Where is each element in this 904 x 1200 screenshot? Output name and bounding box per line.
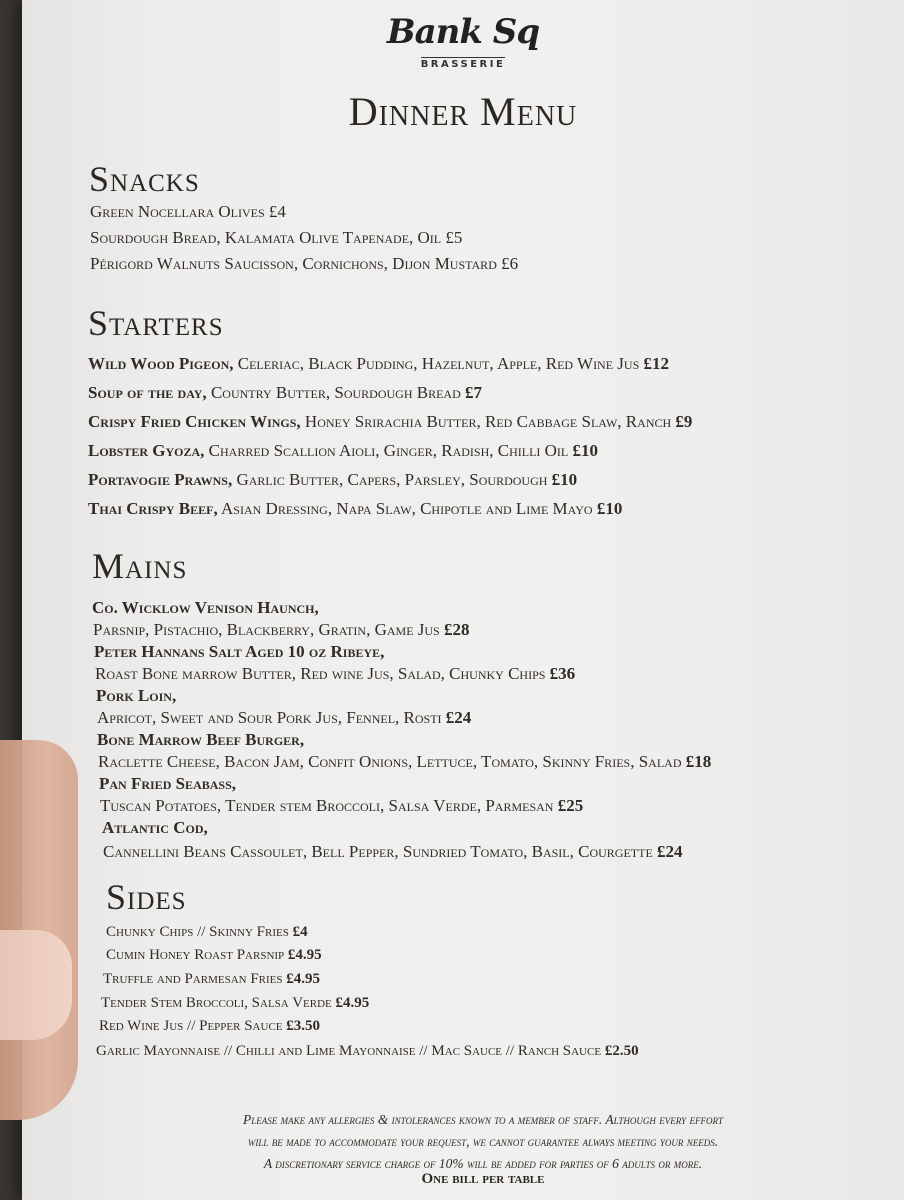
- side-desc: Truffle and Parmesan Fries: [103, 971, 287, 987]
- snack-item: Périgord Walnuts Saucisson, Cornichons, Dijon Mustard £6: [90, 254, 519, 273]
- main-name: [97, 730, 304, 750]
- section-heading-starters: Starters: [88, 303, 224, 343]
- main-desc: Tuscan Potatoes, Tender stem Broccoli, Salsa Verde, Parmesan: [100, 796, 558, 815]
- main-name: [94, 642, 384, 662]
- starter-desc: Honey Srirachia Butter, Red Cabbage Slaw, Ranch: [300, 412, 676, 431]
- side-item: [106, 947, 322, 964]
- thumb-nail: [0, 930, 72, 1040]
- main-desc: Apricot, Sweet and Sour Pork Jus, Fennel, Rosti: [97, 708, 446, 727]
- side-price: £3.50: [286, 1018, 321, 1034]
- allergy-note: Please make any allergies & intolerances known to a member of staff. Although every effort: [242, 1112, 724, 1127]
- side-item: [103, 971, 320, 988]
- main-price: £24: [657, 842, 683, 861]
- starter-name: Soup of the day,: [88, 383, 207, 402]
- starter-desc: Celeriac, Black Pudding, Hazelnut, Apple, Red Wine Jus: [233, 354, 644, 373]
- main-price: £36: [549, 664, 576, 683]
- main-desc-line: [93, 620, 469, 640]
- side-item: [96, 1043, 639, 1060]
- side-desc: Cumin Honey Roast Parsnip: [106, 947, 288, 963]
- main-desc-line: [100, 796, 583, 816]
- snack-item: Sourdough Bread, Kalamata Olive Tapenade, Oil £5: [90, 228, 463, 247]
- side-desc: Red Wine Jus // Pepper Sauce: [99, 1018, 287, 1034]
- starter-item: [88, 354, 669, 374]
- starter-price: £12: [643, 354, 670, 373]
- menu-sheet: [22, 0, 904, 1200]
- side-item: [101, 995, 369, 1012]
- side-price: £4.95: [335, 995, 370, 1011]
- starter-price: £7: [465, 383, 482, 402]
- starter-price: £10: [596, 499, 623, 518]
- side-desc: Garlic Mayonnaise // Chilli and Lime Mayonnaise // Mac Sauce // Ranch Sauce: [96, 1043, 605, 1059]
- main-title: Bone Marrow Beef Burger,: [97, 730, 305, 749]
- main-name: [96, 686, 176, 706]
- starter-price: £10: [551, 470, 578, 489]
- side-desc: Tender Stem Broccoli, Salsa Verde: [101, 995, 336, 1011]
- main-desc: Cannellini Beans Cassoulet, Bell Pepper, Sundried Tomato, Basil, Courgette: [103, 842, 658, 861]
- main-desc: Parsnip, Pistachio, Blackberry, Gratin, Game Jus: [93, 620, 444, 639]
- starter-price: £9: [675, 412, 693, 431]
- starter-item: [88, 441, 598, 461]
- brand-logo: [22, 12, 904, 71]
- main-desc-line: [103, 842, 683, 862]
- main-title: Pork Loin,: [96, 686, 177, 705]
- main-name: [92, 598, 319, 618]
- side-desc: Chunky Chips // Skinny Fries: [106, 924, 293, 940]
- starter-price: £10: [572, 441, 598, 460]
- starter-desc: Charred Scallion Aioli, Ginger, Radish, Chilli Oil: [204, 441, 573, 460]
- main-desc-line: [98, 752, 711, 772]
- starter-item: [88, 412, 692, 432]
- starter-desc: Asian Dressing, Napa Slaw, Chipotle and Lime Mayo: [217, 499, 597, 518]
- starter-desc: Garlic Butter, Capers, Parsley, Sourdough: [232, 470, 552, 489]
- main-price: £24: [445, 708, 472, 727]
- starter-item: [88, 499, 622, 519]
- starter-name: Thai Crispy Beef,: [88, 499, 218, 518]
- starter-desc: Country Butter, Sourdough Bread: [206, 383, 465, 402]
- main-name: [102, 818, 208, 838]
- side-item: [106, 924, 308, 941]
- side-price: £4: [292, 924, 308, 940]
- main-desc-line: [97, 708, 471, 728]
- section-heading-snacks: Snacks: [89, 159, 200, 199]
- section-heading-mains: Mains: [92, 546, 188, 586]
- main-desc: Roast Bone marrow Butter, Red wine Jus, Salad, Chunky Chips: [95, 664, 550, 683]
- brand-subtitle: BRASSERIE: [420, 59, 506, 70]
- starter-item: [88, 470, 577, 490]
- side-price: £4.95: [286, 971, 321, 987]
- main-title: Co. Wicklow Venison Haunch,: [92, 598, 319, 617]
- main-price: £25: [557, 796, 584, 815]
- one-bill-note: One bill per table: [421, 1171, 545, 1187]
- page-title: Dinner Menu: [348, 89, 578, 134]
- starter-name: Lobster Gyoza,: [88, 441, 205, 460]
- side-item: [99, 1018, 320, 1035]
- allergy-note: will be made to accommodate your request, we cannot guarantee always meeting your needs.: [247, 1134, 719, 1149]
- starter-name: Crispy Fried Chicken Wings,: [88, 412, 301, 431]
- main-title: Peter Hannans Salt Aged 10 oz Ribeye,: [94, 642, 385, 661]
- side-price: £2.50: [604, 1043, 639, 1059]
- section-heading-sides: Sides: [106, 877, 187, 917]
- starter-name: Portavogie Prawns,: [88, 470, 233, 489]
- main-desc-line: [95, 664, 575, 684]
- main-title: Pan Fried Seabass,: [99, 774, 236, 793]
- brand-name: Bank Sq: [386, 12, 540, 52]
- service-charge-note: A discretionary service charge of 10% will be added for parties of 6 adults or more.: [263, 1156, 703, 1171]
- main-price: £18: [685, 752, 712, 771]
- main-title: Atlantic Cod,: [102, 818, 208, 837]
- main-name: [99, 774, 236, 794]
- starter-name: Wild Wood Pigeon,: [88, 354, 234, 373]
- starter-item: [88, 383, 482, 403]
- main-price: £28: [443, 620, 470, 639]
- main-desc: Raclette Cheese, Bacon Jam, Confit Onions, Lettuce, Tomato, Skinny Fries, Salad: [98, 752, 686, 771]
- side-price: £4.95: [287, 947, 322, 963]
- snack-item: Green Nocellara Olives £4: [90, 202, 286, 221]
